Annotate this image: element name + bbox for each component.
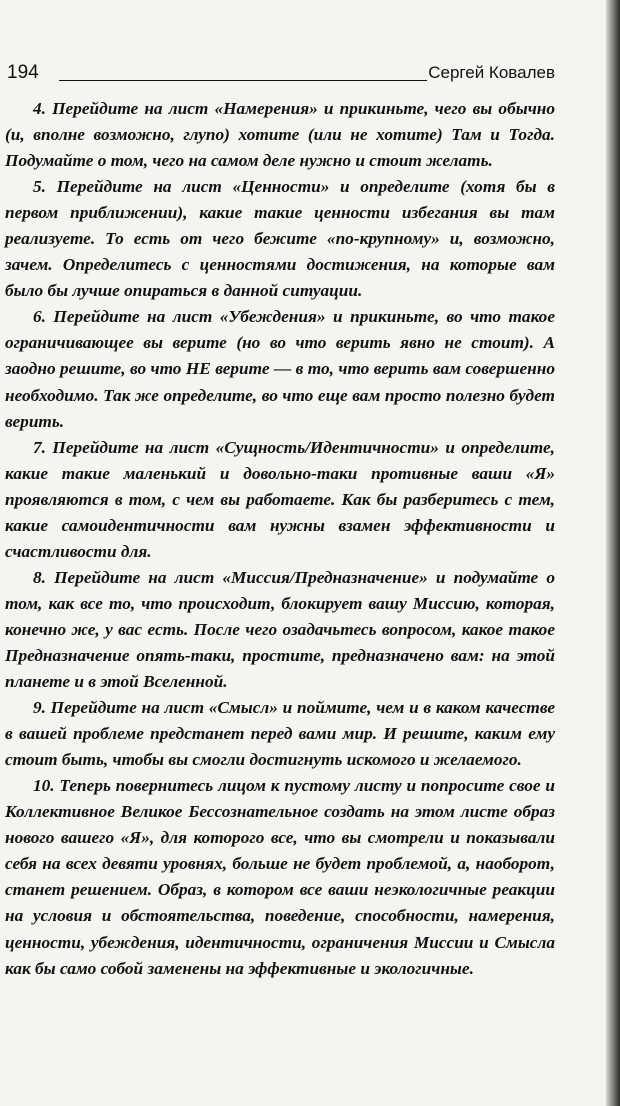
page-spine-shadow	[606, 0, 620, 1106]
paragraph-step-10: 10. Теперь повернитесь лицом к пустому листу и попросите свое и Коллективное Великое Бессознательное создать на этом листе образ нового вашего «Я», для которого все, что вы смотрели и показывали себя на всех девяти уровнях, больше не будет проблемой, а, наоборот, станет решением. Образ, в котором все ваши неэкологичные реакции на условия и обстоятельства, поведение, способности, намерения, ценности, убеждения, идентичности, ограничения Миссии и Смысла как бы само собой заменены на эффективные и экологичные.	[5, 776, 555, 978]
paragraph-step-8: 8. Перейдите на лист «Миссия/Предназначение» и подумайте о том, как все то, что происходит, блокирует вашу Миссию, которая, конечно же, у вас есть. После чего озадачьтесь вопросом, какое такое Предназначение опять-таки, простите, предназначено вам: на этой планете и в этой Вселенной.	[5, 567, 555, 692]
page-header	[7, 62, 555, 86]
paragraph-step-9: 9. Перейдите на лист «Смысл» и поймите, чем и в каком качестве в вашей проблеме предстанет перед вами мир. И решите, каким ему стоит быть, чтобы вы смогли достигнуть искомого и желаемого.	[5, 698, 555, 770]
paragraph-step-4: 4. Перейдите на лист «Намерения» и прикиньте, чего вы обычно (и, вполне возможно, глупо) хотите (или не хотите) Там и Тогда. Подумайте о том, чего на самом деле нужно и стоит желать.	[5, 99, 555, 171]
running-head-author: Сергей Ковалев	[428, 63, 555, 82]
page-number: 194	[7, 62, 39, 83]
header-rule	[59, 80, 427, 81]
paragraph-step-5: 5. Перейдите на лист «Ценности» и определите (хотя бы в первом приближении), какие такие ценности избегания вы там реализуете. То есть от чего бежите «по-крупному» и, возможно, зачем. Определитесь с ценностями достижения, на которые вам было бы лучше опираться в данной ситуации.	[5, 177, 555, 301]
paragraph-step-7: 7. Перейдите на лист «Сущность/Идентичности» и определите, какие такие маленький и довольно-таки противные ваши «Я» проявляются в том, с чем вы работаете. Как бы разберитесь с тем, какие самоидентичности вам нужны взамен эффективности и счастливости для.	[5, 437, 555, 561]
body-text	[5, 96, 555, 982]
paragraph-step-6: 6. Перейдите на лист «Убеждения» и прикиньте, во что такое ограничивающее вы верите (но во что верить явно не стоит). А заодно решите, во что НЕ верите — в то, что верить вам совершенно необходимо. Так же определите, во что еще вам просто полезно будет верить.	[5, 307, 555, 431]
